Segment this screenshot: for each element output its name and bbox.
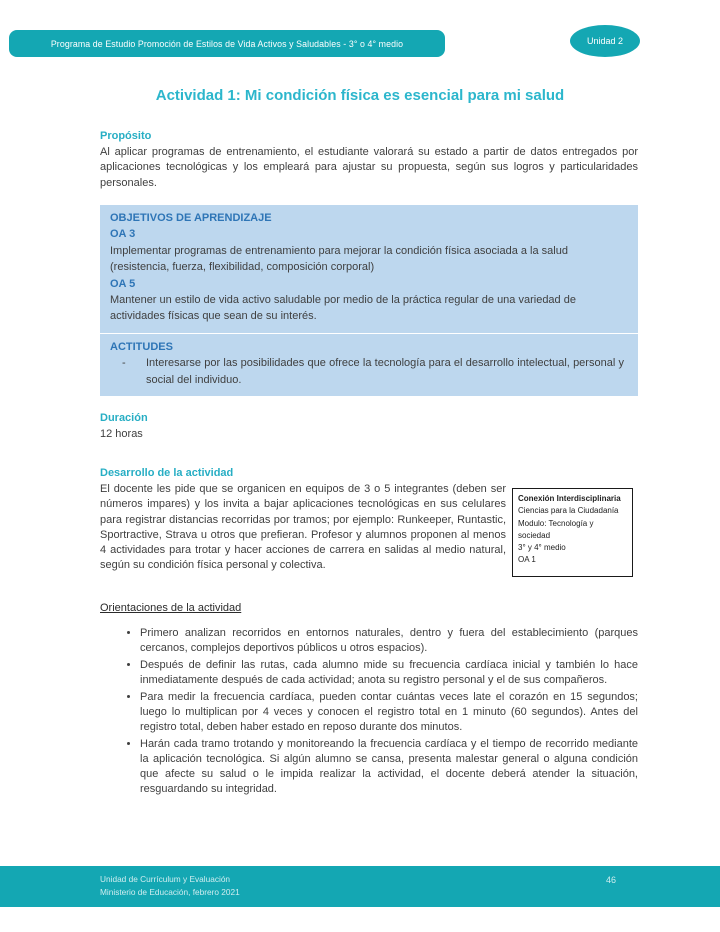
- footer-bar: [0, 866, 720, 907]
- actitudes-item: [110, 355, 628, 388]
- conexion-line-subject: Ciencias para la Ciudadanía: [518, 506, 619, 516]
- bullet-item: • Después de definir las rutas, cada alumno mide su frecuencia cardíaca inicial y también lo hace inmediatamente después de cada actividad; anota su registro personal y el de sus compañeros.: [140, 658, 638, 688]
- unit-badge-label: Unidad 2: [586, 36, 624, 46]
- actitudes-heading: ACTITUDES: [110, 341, 173, 353]
- oa3-text: Implementar programas de entrenamiento para mejorar la condición física asociada a la salud (resistencia, fuerza, flexibilidad, composición corporal): [110, 244, 568, 274]
- header-program-label: Programa de Estudio Promoción de Estilos de Vida Activos y Saludables - 3° o 4° medio: [50, 38, 404, 49]
- footer-org-line1: Unidad de Currículum y Evaluación: [100, 874, 231, 884]
- desarrollo-heading: Desarrollo de la actividad: [100, 467, 234, 479]
- oa5-text: Mantener un estilo de vida activo saludable por medio de la práctica regular de una variedad de actividades físicas que sean de su interés.: [110, 294, 576, 323]
- orientaciones-heading: Orientaciones de la actividad: [100, 602, 242, 614]
- actitudes-dash: -: [122, 357, 126, 370]
- bullet-item: • Harán cada tramo trotando y monitoreando la frecuencia cardíaca y el tiempo de recorrido mediante la aplicación tecnológica. Si algún alumno se cansa, presenta malestar general o alguna condición que afecte su salud o le impida realizar la actividad, el docente deberá atender la situación, resguardando su integridad.: [140, 737, 638, 797]
- proposito-section: [100, 130, 638, 191]
- conexion-line-module: Modulo: Tecnología y sociedad: [518, 518, 594, 540]
- duracion-value: 12 horas: [100, 428, 143, 440]
- conexion-title: Conexión Interdisciplinaria: [518, 494, 621, 503]
- page-number: 46: [606, 875, 617, 885]
- header-program-pill: [9, 30, 445, 57]
- unit-badge: [570, 25, 640, 57]
- footer-org-line2: Ministerio de Educación, febrero 2021: [100, 886, 240, 897]
- duracion-section: [100, 412, 638, 442]
- conexion-line-oa: OA 1: [518, 555, 536, 565]
- orientaciones-list: [100, 626, 638, 799]
- conexion-line-grade: 3° y 4° medio: [518, 543, 566, 553]
- bullet-item: • Primero analizan recorridos en entornos naturales, dentro y fuera del establecimiento (parques cercanos, complejos deportivos públicos u otros espacios).: [140, 626, 638, 656]
- footer-organization: [100, 873, 240, 898]
- actitudes-text: Interesarse por las posibilidades que ofrece la tecnología para el desarrollo intelectual, personal y social del individuo.: [146, 357, 624, 386]
- conexion-interdisciplinaria-box: [512, 488, 633, 577]
- actitudes-box: [100, 334, 638, 396]
- oa5-code: OA 5: [110, 277, 136, 290]
- desarrollo-body: El docente les pide que se organicen en equipos de 3 o 5 integrantes (deben ser números impares) y los invita a bajar aplicaciones tecnológicas en sus celulares para registrar distancias recorridas por tramos; por ejemplo: Runkeeper, Runtastic, Sportractive, Strava u otros que prefieran. Profesor y alumnos proponen al menos 4 actividades para trotar y hacer acciones de carrera en salidas al medio natural, según su condición física personal y colectiva.: [100, 483, 506, 572]
- oa3-code: OA 3: [110, 228, 136, 241]
- activity-title: Actividad 1: Mi condición física es esencial para mi salud: [155, 87, 565, 104]
- proposito-heading: Propósito: [100, 130, 152, 142]
- objetivos-box: [100, 205, 638, 333]
- objetivos-heading: OBJETIVOS DE APRENDIZAJE: [110, 212, 272, 224]
- bullet-item: • Para medir la frecuencia cardíaca, pueden contar cuántas veces late el corazón en 15 segundos; luego lo multiplican por 4 veces y conocen el registro total en 1 minuto (60 segundos). Antes del registro total, deben haber estado en reposo durante dos minutos.: [140, 690, 638, 735]
- proposito-body: Al aplicar programas de entrenamiento, el estudiante valorará su estado a partir de datos entregados por aplicaciones tecnológicas y los empleará para ajustar su propuesta, según sus logros y particularidades personales.: [100, 146, 638, 189]
- duracion-heading: Duración: [100, 412, 148, 424]
